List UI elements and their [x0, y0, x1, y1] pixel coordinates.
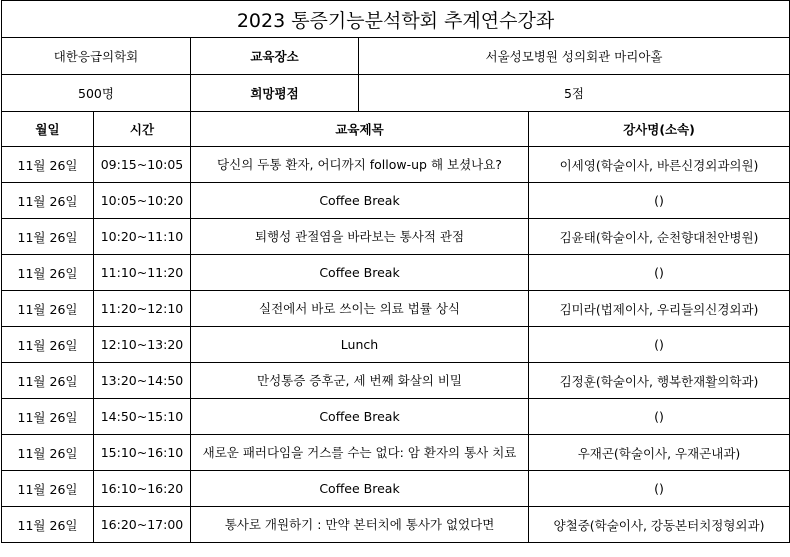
organizer-cell: 대한응급의학회 [2, 38, 191, 75]
venue-value: 서울성모병원 성의회관 마리아홀 [359, 38, 790, 75]
row-date: 11월 26일 [2, 147, 94, 183]
row-subject: 새로운 패러다임을 거스를 수는 없다: 암 환자의 통사 치료 [191, 435, 529, 471]
table-row [2, 327, 790, 363]
row-time: 13:20~14:50 [94, 363, 191, 399]
row-subject: Lunch [191, 327, 529, 363]
row-date: 11월 26일 [2, 327, 94, 363]
table-row [2, 255, 790, 291]
info-row-rating [2, 75, 790, 112]
table-row [2, 291, 790, 327]
row-date: 11월 26일 [2, 291, 94, 327]
table-row [2, 399, 790, 435]
header-subject: 교육제목 [191, 112, 529, 147]
table-row [2, 435, 790, 471]
row-time: 10:20~11:10 [94, 219, 191, 255]
row-time: 10:05~10:20 [94, 183, 191, 219]
rating-value: 5점 [359, 75, 790, 112]
row-date: 11월 26일 [2, 183, 94, 219]
row-time: 15:10~16:10 [94, 435, 191, 471]
row-lecturer: () [529, 255, 790, 291]
row-lecturer: () [529, 471, 790, 507]
row-lecturer: 양철중(학술이사, 강동본터치정형외과) [529, 507, 790, 543]
attendees-cell: 500명 [2, 75, 191, 112]
venue-label: 교육장소 [191, 38, 359, 75]
row-date: 11월 26일 [2, 435, 94, 471]
row-date: 11월 26일 [2, 471, 94, 507]
row-date: 11월 26일 [2, 363, 94, 399]
row-subject: Coffee Break [191, 183, 529, 219]
row-lecturer: () [529, 183, 790, 219]
header-date: 월일 [2, 112, 94, 147]
row-time: 11:20~12:10 [94, 291, 191, 327]
row-lecturer: 우재곤(학술이사, 우재곤내과) [529, 435, 790, 471]
table-row [2, 363, 790, 399]
rating-label: 희망평점 [191, 75, 359, 112]
row-time: 16:10~16:20 [94, 471, 191, 507]
schedule-body [2, 147, 790, 543]
row-time: 12:10~13:20 [94, 327, 191, 363]
row-lecturer: () [529, 327, 790, 363]
row-date: 11월 26일 [2, 219, 94, 255]
row-subject: 퇴행성 관절염을 바라보는 통사적 관점 [191, 219, 529, 255]
row-time: 09:15~10:05 [94, 147, 191, 183]
header-lecturer: 강사명(소속) [529, 112, 790, 147]
row-lecturer: 김미라(법제이사, 우리들의신경외과) [529, 291, 790, 327]
row-lecturer: 김정훈(학술이사, 행복한재활의학과) [529, 363, 790, 399]
row-lecturer: 이세영(학술이사, 바른신경외과의원) [529, 147, 790, 183]
row-subject: Coffee Break [191, 255, 529, 291]
table-header-row [2, 112, 790, 147]
table-row [2, 471, 790, 507]
row-lecturer: () [529, 399, 790, 435]
row-subject: 당신의 두통 환자, 어디까지 follow-up 해 보셨나요? [191, 147, 529, 183]
row-lecturer: 김윤태(학술이사, 순천향대천안병원) [529, 219, 790, 255]
info-row-venue [2, 38, 790, 75]
row-date: 11월 26일 [2, 255, 94, 291]
header-time: 시간 [94, 112, 191, 147]
table-row [2, 147, 790, 183]
row-subject: Coffee Break [191, 471, 529, 507]
row-time: 16:20~17:00 [94, 507, 191, 543]
table-row [2, 219, 790, 255]
row-time: 11:10~11:20 [94, 255, 191, 291]
row-subject: 통사로 개원하기 : 만약 본터치에 통사가 없었다면 [191, 507, 529, 543]
table-row [2, 507, 790, 543]
row-subject: 실전에서 바로 쓰이는 의료 법률 상식 [191, 291, 529, 327]
row-time: 14:50~15:10 [94, 399, 191, 435]
row-date: 11월 26일 [2, 399, 94, 435]
row-subject: 만성통증 증후군, 세 번째 화살의 비밀 [191, 363, 529, 399]
row-date: 11월 26일 [2, 507, 94, 543]
table-row [2, 183, 790, 219]
course-schedule-table [1, 0, 790, 543]
page-title: 2023 통증기능분석학회 추계연수강좌 [2, 1, 790, 38]
row-subject: Coffee Break [191, 399, 529, 435]
